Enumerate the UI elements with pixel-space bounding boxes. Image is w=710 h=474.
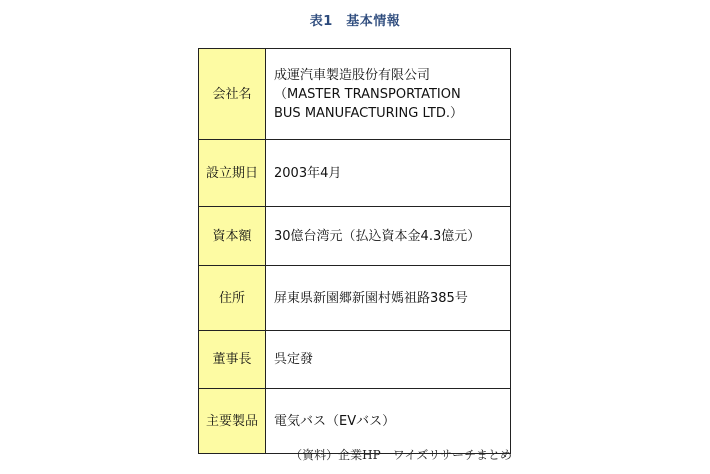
table-row-chairman xyxy=(199,331,511,389)
basic-info-table xyxy=(198,48,511,454)
company-name-english-line-1: （MASTER TRANSPORTATION xyxy=(274,86,461,102)
table-row-established xyxy=(199,140,511,207)
value-capital: 30億台湾元（払込資本金4.3億元） xyxy=(266,207,511,266)
value-company-name xyxy=(266,49,511,140)
company-name-english-line-2: BUS MANUFACTURING LTD.） xyxy=(274,105,463,121)
label-established: 設立期日 xyxy=(199,140,266,207)
value-main-products: 電気バス（EVバス） xyxy=(266,389,511,454)
table-caption: 表1 基本情報 xyxy=(309,14,401,29)
company-name-chinese: 成運汽車製造股份有限公司 xyxy=(274,67,431,83)
value-chairman: 呉定發 xyxy=(266,331,511,389)
label-address: 住所 xyxy=(199,266,266,331)
value-address: 屏東県新園郷新園村媽祖路385号 xyxy=(266,266,511,331)
table-row-address xyxy=(199,266,511,331)
value-established: 2003年4月 xyxy=(266,140,511,207)
label-chairman: 董事長 xyxy=(199,331,266,389)
label-capital: 資本額 xyxy=(199,207,266,266)
table-row-main-products xyxy=(199,389,511,454)
table-row-capital xyxy=(199,207,511,266)
label-company-name: 会社名 xyxy=(199,49,266,140)
table-row-company-name xyxy=(199,49,511,140)
source-note: （資料）企業HP ワイズリサーチまとめ xyxy=(290,448,512,462)
label-main-products: 主要製品 xyxy=(199,389,266,454)
